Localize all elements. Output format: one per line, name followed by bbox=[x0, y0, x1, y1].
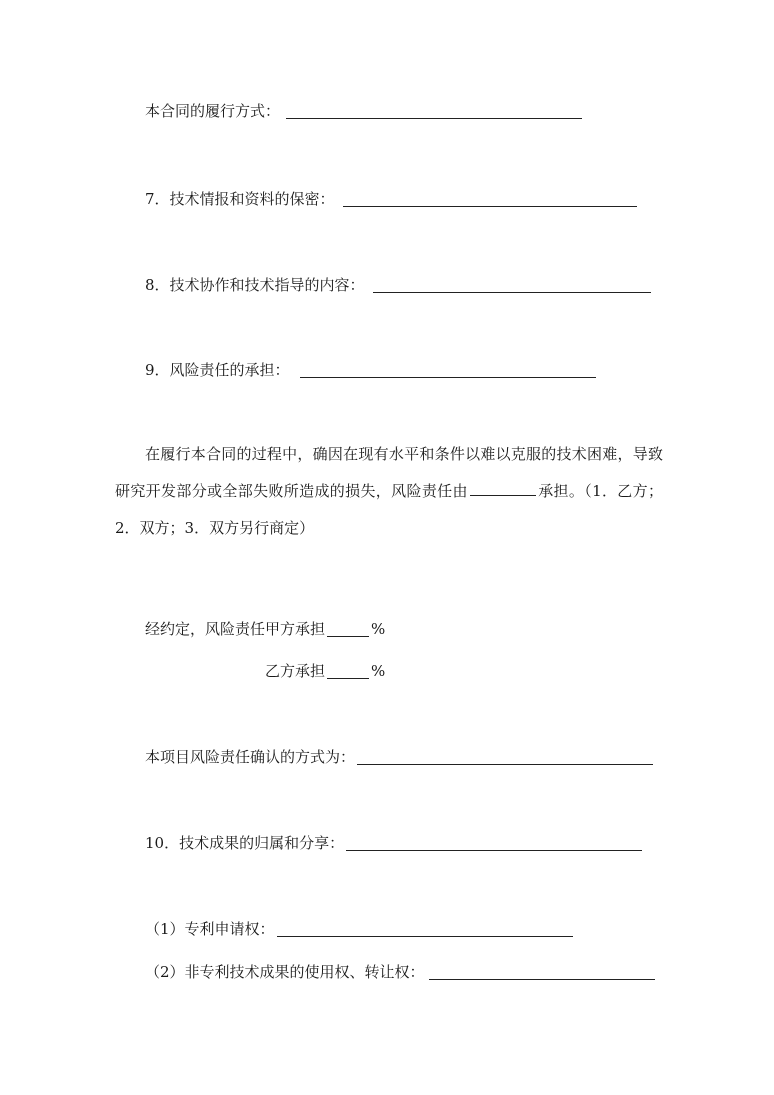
party-a-label: 经约定，风险责任甲方承担 bbox=[145, 620, 326, 638]
item9-label: 9．风险责任的承担： bbox=[145, 361, 290, 379]
nonpatent-label: （2）非专利技术成果的使用权、转让权： bbox=[145, 963, 425, 981]
item8-label: 8．技术协作和技术指导的内容： bbox=[145, 276, 365, 294]
item7-line bbox=[145, 188, 637, 210]
item10-line bbox=[145, 832, 642, 854]
risk-party-blank[interactable] bbox=[470, 481, 536, 496]
party-b-percent-blank[interactable] bbox=[327, 664, 369, 679]
confirm-label: 本项目风险责任确认的方式为： bbox=[145, 748, 356, 766]
party-a-line bbox=[145, 618, 385, 640]
risk-paragraph bbox=[115, 436, 663, 547]
nonpatent-blank[interactable] bbox=[429, 965, 655, 980]
item10-label: 10．技术成果的归属和分享： bbox=[145, 834, 345, 852]
item8-blank[interactable] bbox=[373, 278, 651, 293]
patent-label: （1）专利申请权： bbox=[145, 920, 275, 938]
party-a-percent-blank[interactable] bbox=[327, 622, 369, 637]
patent-blank[interactable] bbox=[277, 922, 573, 937]
party-a-percent-sign: % bbox=[371, 620, 386, 638]
item9-blank[interactable] bbox=[300, 363, 596, 378]
party-b-label: 乙方承担 bbox=[265, 662, 326, 680]
item7-blank[interactable] bbox=[343, 192, 637, 207]
performance-blank[interactable] bbox=[286, 104, 582, 119]
risk-paragraph-before: 在履行本合同的过程中，确因在现有水平和条件以难以克服的技术困难，导致研究开发部分或全部失败所造成的损失，风险责任由 bbox=[115, 445, 663, 500]
patent-line bbox=[145, 918, 573, 940]
item8-line bbox=[145, 274, 651, 296]
party-b-line bbox=[265, 660, 385, 682]
nonpatent-line bbox=[145, 961, 655, 983]
confirm-line bbox=[145, 746, 653, 768]
item9-line bbox=[145, 359, 596, 381]
item10-blank[interactable] bbox=[346, 836, 642, 851]
risk-paragraph-after: 承担。（1．乙方；2．双方；3．双方另行商定） bbox=[115, 482, 663, 537]
performance-line bbox=[145, 100, 582, 122]
confirm-blank[interactable] bbox=[357, 750, 653, 765]
party-b-percent-sign: % bbox=[371, 662, 386, 680]
item7-label: 7．技术情报和资料的保密： bbox=[145, 190, 335, 208]
performance-label: 本合同的履行方式： bbox=[145, 102, 281, 120]
